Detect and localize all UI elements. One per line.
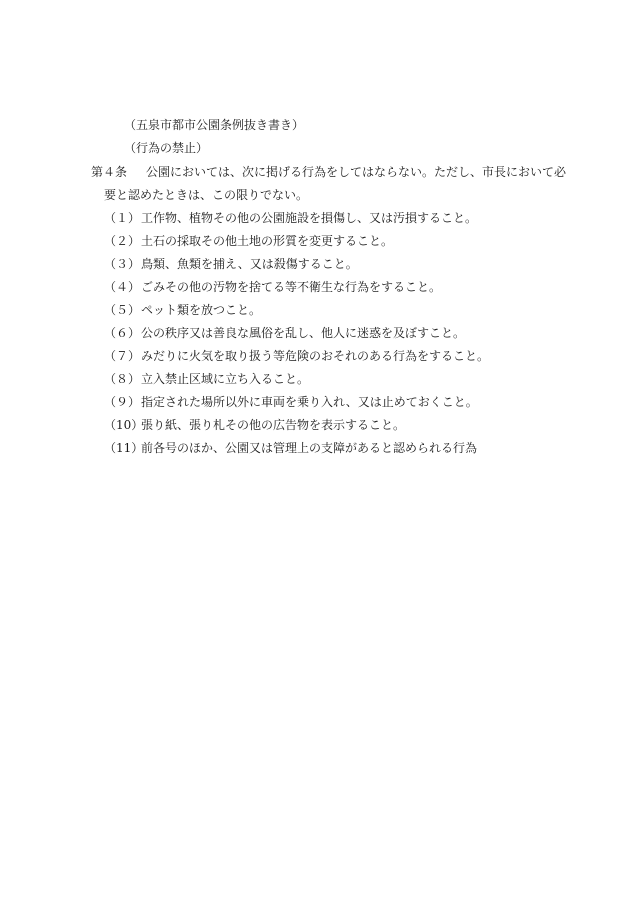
item-number: （11） <box>104 441 144 455</box>
article-number: 第４条 <box>91 165 128 179</box>
item-text: 土石の採取その他土地の形質を変更すること。 <box>141 234 394 248</box>
item-text: ペット類を放つこと。 <box>141 303 262 317</box>
item-text: 立入禁止区域に立ち入ること。 <box>141 372 310 386</box>
item-text: 張り紙、張り札その他の広告物を表示すること。 <box>141 418 406 432</box>
item-text: 前各号のほか、公園又は管理上の支障があると認められる行為 <box>141 441 478 455</box>
item-number: （４） <box>104 280 141 294</box>
item-number: （10） <box>104 418 144 432</box>
item-number: （２） <box>104 234 141 248</box>
item-text: 工作物、植物その他の公園施設を損傷し、又は汚損すること。 <box>141 211 478 225</box>
source-note: （五泉市都市公園条例抜き書き） <box>124 118 305 132</box>
item-number: （８） <box>104 372 141 386</box>
article-text-line-2: 要と認めたときは、この限りでない。 <box>104 188 309 202</box>
item-number: （９） <box>104 395 141 409</box>
item-number: （７） <box>104 349 141 363</box>
item-text: 鳥類、魚類を捕え、又は殺傷すること。 <box>141 257 358 271</box>
item-number: （５） <box>104 303 141 317</box>
item-text: ごみその他の汚物を捨てる等不衛生な行為をすること。 <box>141 280 442 294</box>
item-number: （３） <box>104 257 141 271</box>
item-number: （１） <box>104 211 141 225</box>
item-number: （６） <box>104 326 141 340</box>
article-caption: （行為の禁止） <box>124 141 209 155</box>
article-text-line-1: 公園においては、次に掲げる行為をしてはならない。ただし、市長において必 <box>146 165 567 179</box>
item-text: みだりに火気を取り扱う等危険のおそれのある行為をすること。 <box>141 349 490 363</box>
item-text: 指定された場所以外に車両を乗り入れ、又は止めておくこと。 <box>141 395 478 409</box>
item-text: 公の秩序又は善良な風俗を乱し、他人に迷惑を及ぼすこと。 <box>141 326 466 340</box>
